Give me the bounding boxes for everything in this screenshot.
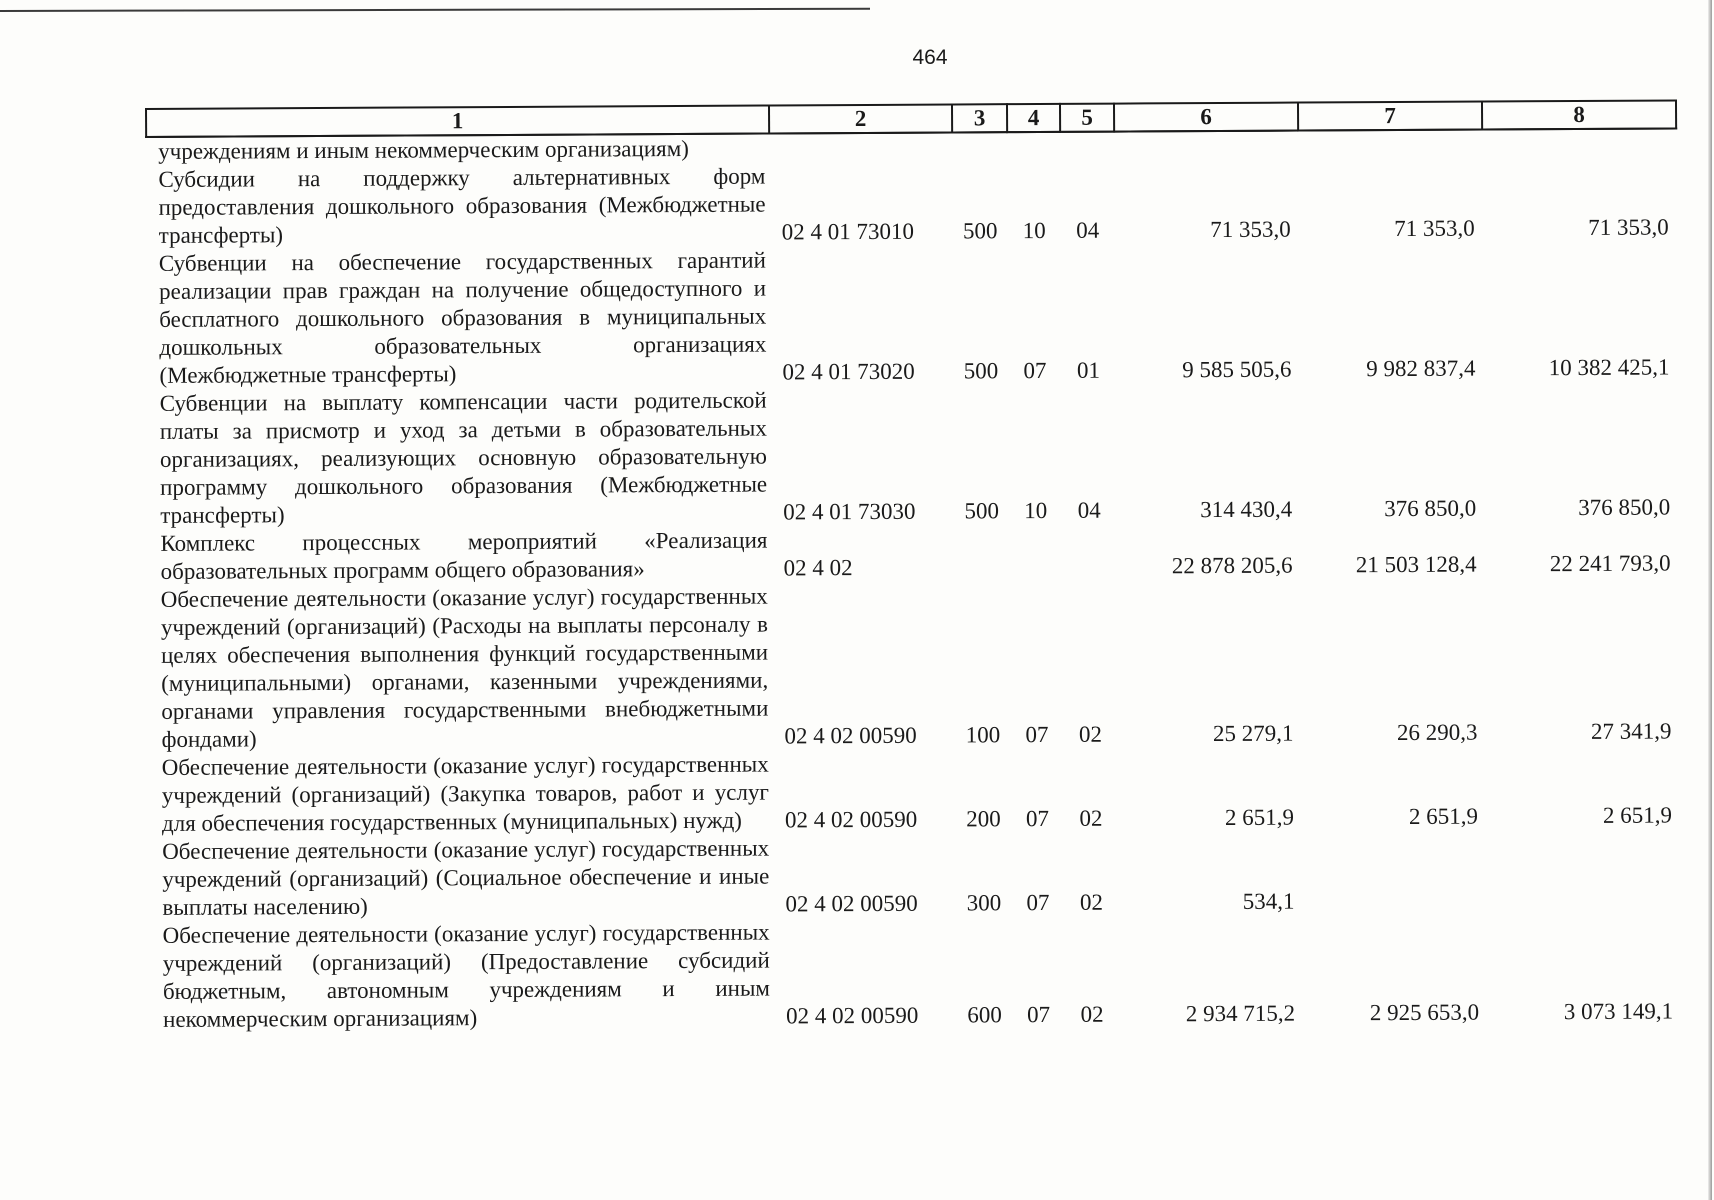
row-col-5: [1060, 132, 1114, 161]
table-row: [148, 381, 1679, 530]
budget-table-sheet: [145, 99, 1680, 1034]
row-col-3: 100: [965, 722, 1001, 748]
table-row: [150, 745, 1680, 838]
row-name: Субсидии на поддержку альтернативных форм предоставления дошкольного образования (Межбюджетные трансферты): [158, 163, 766, 248]
row-col-5: 02: [1078, 721, 1103, 747]
row-value-8: 2 651,9: [1602, 802, 1673, 828]
row-col-4: 10: [1022, 217, 1046, 244]
table-row: [151, 913, 1682, 1034]
row-value-6: [1114, 131, 1298, 161]
row-value-7: [1298, 130, 1482, 160]
row-col-5: 02: [1079, 889, 1104, 915]
row-value-6: 25 279,1: [1212, 720, 1294, 747]
row-value-8: [1486, 829, 1680, 914]
row-value-7: 9 982 837,4: [1366, 355, 1476, 382]
scan-page-edge: [1708, 0, 1712, 1200]
row-code: 02 4 01 73020: [782, 358, 915, 385]
row-col-5: 04: [1077, 497, 1101, 523]
row-col-3: 500: [963, 358, 999, 384]
row-value-8: 3 073 149,1: [1563, 998, 1674, 1025]
row-value-6: 2 651,9: [1224, 804, 1295, 830]
row-value-7: 26 290,3: [1396, 719, 1478, 746]
row-value-8: 10 382 425,1: [1548, 354, 1670, 381]
row-col-4: 07: [1026, 889, 1050, 916]
row-name: учреждениям и иным некоммерческим организациям): [158, 135, 689, 164]
row-col-3: 500: [964, 498, 1000, 524]
header-col-6: 6: [1114, 103, 1298, 132]
row-col-5: [1062, 525, 1116, 581]
row-col-4: 07: [1027, 1001, 1051, 1028]
row-code: 02 4 01 73010: [781, 218, 915, 245]
header-col-7: 7: [1298, 102, 1482, 131]
row-name: Субвенции на выплату компенсации части родительской платы за присмотр и уход за детьми в образовательных организациях, реализующих основную образовательную программу дошкольного образования (Межбюджетные трансферты): [159, 387, 768, 528]
table-row: [146, 157, 1676, 250]
row-value-7: 71 353,0: [1394, 215, 1475, 242]
row-col-3: 200: [966, 806, 1001, 832]
table-row: [147, 241, 1678, 390]
row-value-7: 376 850,0: [1384, 495, 1477, 522]
table-row: [148, 521, 1678, 586]
row-value-7: 2 925 653,0: [1369, 999, 1480, 1026]
row-name: Обеспечение деятельности (оказание услуг) государственных учреждений (организаций) (Закупка товаров, работ и услуг для обеспечения государственных (муниципальных) нужд): [161, 751, 769, 836]
table-body: [146, 128, 1681, 1034]
header-col-4: 4: [1007, 104, 1060, 132]
row-value-6: 71 353,0: [1210, 216, 1291, 243]
row-code: 02 4 01 73030: [783, 498, 916, 525]
row-col-4: 07: [1025, 805, 1050, 832]
header-col-1: 1: [146, 106, 769, 137]
budget-table: [145, 99, 1682, 1034]
row-value-7: 2 651,9: [1408, 803, 1479, 829]
row-value-8: 22 241 793,0: [1549, 550, 1671, 577]
row-name: Субвенции на обеспечение государственных гарантий реализации прав граждан на получение общедоступного и бесплатного дошкольного образования в муниципальных дошкольных образовательных организациях (Межбюджетные трансферты): [158, 247, 767, 388]
row-col-3: 600: [967, 1002, 1002, 1028]
row-value-8: 376 850,0: [1578, 494, 1671, 521]
row-col-4: 07: [1023, 357, 1047, 384]
table-row: [150, 829, 1680, 922]
row-value-6: 2 934 715,2: [1185, 1000, 1296, 1027]
row-code: 02 4 02 00590: [784, 722, 917, 749]
scan-border-line: [0, 8, 870, 12]
row-col-5: 04: [1076, 217, 1100, 243]
row-value-8: 71 353,0: [1588, 214, 1669, 240]
row-col-3: 500: [962, 218, 998, 244]
row-col-3: 300: [966, 890, 1002, 916]
row-value-8: 27 341,9: [1590, 718, 1672, 744]
row-name: Обеспечение деятельности (оказание услуг) государственных учреждений (организаций) (Расходы на выплаты персоналу в целях обеспечения выполнения функций государственными (муниципальными) органами, казенными учреждениями, органами управления государственными внебюджетными фондами): [160, 583, 769, 752]
header-col-5: 5: [1060, 104, 1114, 132]
row-name: Комплекс процессных мероприятий «Реализация образовательных программ общего образования»: [160, 527, 768, 584]
row-code: 02 4 02 00590: [785, 890, 918, 917]
row-col-3: [954, 525, 1009, 581]
row-code: 02 4 02 00590: [784, 806, 918, 833]
row-col-5: 02: [1079, 805, 1103, 831]
row-value-7: 21 503 128,4: [1355, 551, 1477, 578]
row-code: 02 4 02: [783, 555, 853, 581]
row-col-3: [952, 132, 1007, 161]
row-col-4: [1007, 132, 1060, 161]
row-col-5: 02: [1080, 1001, 1104, 1027]
row-col-4: 07: [1025, 721, 1049, 748]
row-code: [769, 132, 952, 162]
row-value-8: [1482, 128, 1676, 158]
header-col-2: 2: [769, 104, 952, 133]
row-col-4: [1009, 525, 1062, 581]
page-number: 464: [912, 46, 948, 69]
header-col-8: 8: [1482, 100, 1676, 129]
row-name: Обеспечение деятельности (оказание услуг) государственных учреждений (организаций) (Предоставление субсидий бюджетным, автономным учреждениям и иным некоммерческим организациям): [162, 919, 770, 1032]
row-code: 02 4 02 00590: [786, 1002, 919, 1029]
row-col-4: 10: [1024, 497, 1048, 524]
table-row: [149, 577, 1680, 754]
row-col-5: 01: [1076, 357, 1101, 383]
row-value-6: 22 878 205,6: [1171, 552, 1293, 579]
row-value-7: [1302, 831, 1486, 916]
row-value-6: 9 585 505,6: [1182, 356, 1292, 383]
row-name: Обеспечение деятельности (оказание услуг) государственных учреждений (организаций) (Социальное обеспечение и иные выплаты населению): [162, 835, 770, 920]
row-value-6: 534,1: [1242, 888, 1295, 914]
row-value-6: 314 430,4: [1200, 496, 1293, 523]
header-col-3: 3: [952, 104, 1007, 132]
